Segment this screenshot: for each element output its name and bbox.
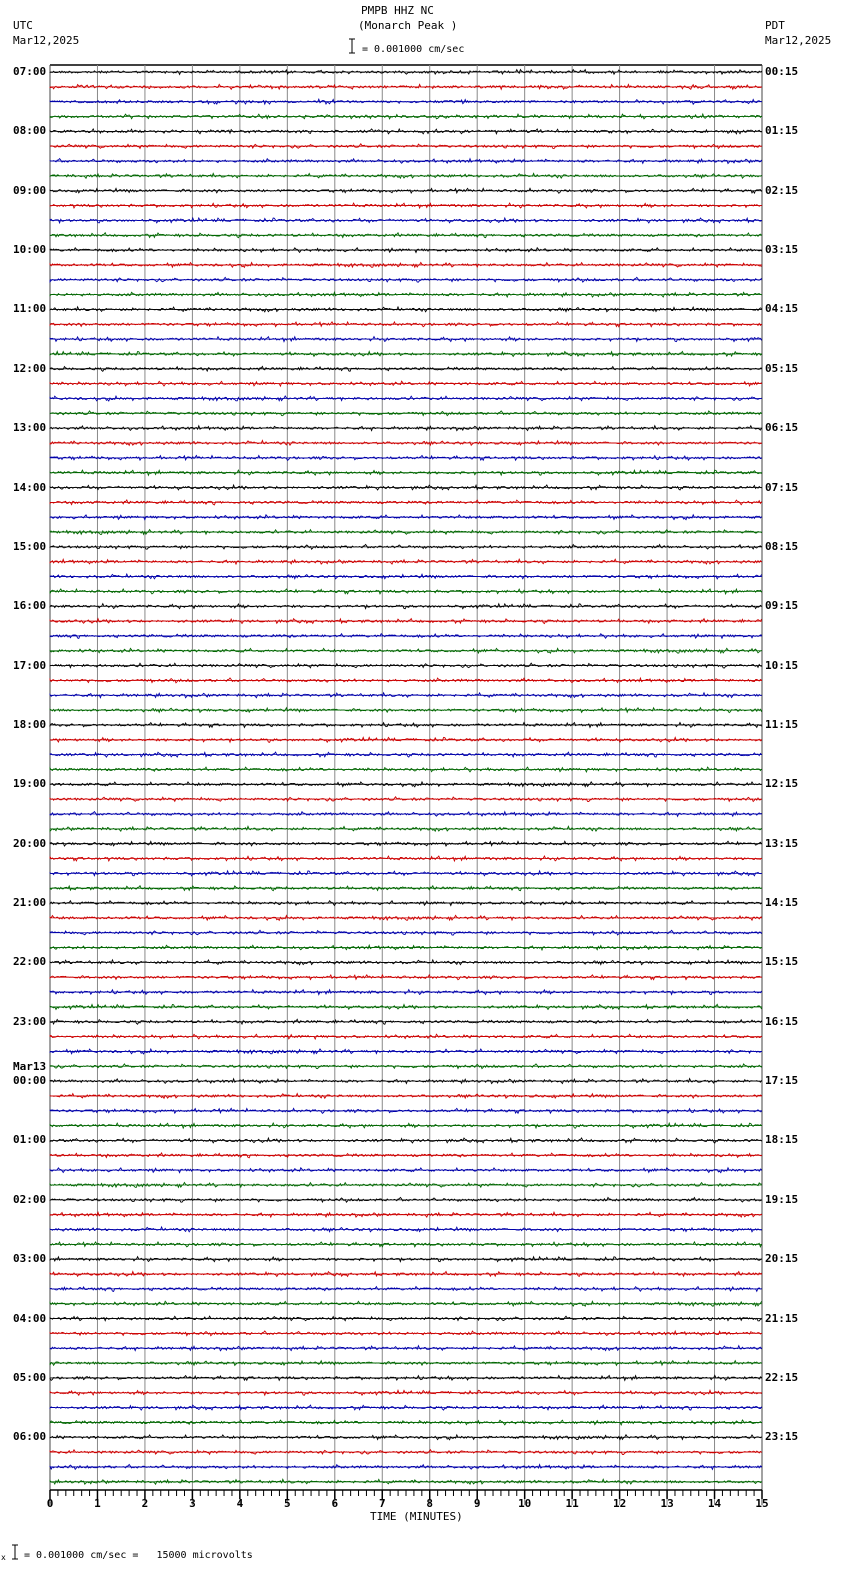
local-time-label: 11:15 — [765, 717, 799, 731]
local-time-label: 09:15 — [765, 599, 799, 613]
local-time-label: 22:15 — [765, 1370, 799, 1384]
local-time-label: 21:15 — [765, 1311, 799, 1325]
local-time-label: 06:15 — [765, 421, 799, 435]
x-tick-label: 10 — [518, 1497, 532, 1510]
utc-hour-label: 04:00 — [13, 1311, 47, 1325]
local-time-label: 17:15 — [765, 1074, 799, 1088]
utc-hour-label: 17:00 — [13, 658, 47, 672]
local-time-label: 08:15 — [765, 539, 799, 553]
local-time-label: 10:15 — [765, 658, 799, 672]
local-time-label: 14:15 — [765, 896, 799, 910]
x-tick-label: 9 — [473, 1497, 481, 1510]
utc-hour-label: 14:00 — [13, 480, 47, 494]
x-tick-label: 8 — [426, 1497, 434, 1510]
utc-hour-label: 15:00 — [13, 539, 47, 553]
footer-scale-note: = 0.001000 cm/sec = 15000 microvolts — [24, 1550, 253, 1561]
x-tick-label: 5 — [284, 1497, 291, 1510]
local-time-label: 20:15 — [765, 1252, 799, 1266]
x-tick-label: 11 — [565, 1497, 579, 1510]
scale-label: = 0.001000 cm/sec — [362, 44, 465, 55]
left-timezone: UTC — [13, 19, 33, 32]
utc-hour-label: 11:00 — [13, 302, 47, 316]
x-tick-label: 1 — [94, 1497, 101, 1510]
station-title: PMPB HHZ NC — [361, 4, 434, 17]
local-time-label: 13:15 — [765, 836, 799, 850]
utc-hour-label: 20:00 — [13, 836, 47, 850]
utc-hour-label: 00:00 — [13, 1074, 47, 1088]
utc-hour-label: 08:00 — [13, 124, 47, 138]
local-time-label: 19:15 — [765, 1192, 799, 1206]
utc-hour-label: 01:00 — [13, 1133, 47, 1147]
x-tick-label: 6 — [331, 1497, 339, 1510]
x-tick-label: 12 — [613, 1497, 627, 1510]
station-location: (Monarch Peak ) — [358, 19, 458, 32]
x-tick-label: 15 — [755, 1497, 769, 1510]
x-tick-label: 2 — [141, 1497, 149, 1510]
local-time-label: 04:15 — [765, 302, 799, 316]
x-tick-label: 3 — [189, 1497, 196, 1510]
utc-hour-label: 05:00 — [13, 1370, 47, 1384]
right-date: Mar12,2025 — [765, 34, 832, 47]
footer-marker: x — [1, 1553, 6, 1562]
x-tick-label: 4 — [236, 1497, 244, 1510]
local-time-label: 16:15 — [765, 1014, 799, 1028]
utc-hour-label: 16:00 — [13, 599, 47, 613]
utc-hour-label: 22:00 — [13, 955, 47, 969]
utc-hour-label: 07:00 — [13, 65, 47, 78]
date-change-label: Mar13 — [13, 1060, 47, 1074]
utc-hour-label: 06:00 — [13, 1430, 47, 1444]
utc-hour-label: 23:00 — [13, 1014, 47, 1028]
local-time-label: 07:15 — [765, 480, 799, 494]
x-tick-label: 14 — [707, 1497, 722, 1510]
local-time-label: 00:15 — [765, 65, 799, 78]
utc-hour-label: 03:00 — [13, 1252, 47, 1266]
local-time-label: 03:15 — [765, 243, 799, 257]
local-time-label: 02:15 — [765, 183, 799, 197]
utc-hour-label: 19:00 — [13, 777, 47, 791]
local-time-label: 01:15 — [765, 124, 799, 138]
utc-hour-label: 02:00 — [13, 1192, 47, 1206]
x-tick-label: 13 — [660, 1497, 674, 1510]
local-time-label: 15:15 — [765, 955, 799, 969]
right-timezone: PDT — [765, 19, 785, 32]
left-date: Mar12,2025 — [13, 34, 80, 47]
utc-hour-label: 21:00 — [13, 896, 47, 910]
x-tick-label: 0 — [46, 1497, 54, 1510]
local-time-label: 23:15 — [765, 1430, 799, 1444]
utc-hour-label: 09:00 — [13, 183, 47, 197]
local-time-label: 12:15 — [765, 777, 799, 791]
local-time-label: 05:15 — [765, 361, 799, 375]
utc-hour-label: 12:00 — [13, 361, 47, 375]
utc-hour-label: 13:00 — [13, 421, 47, 435]
x-axis-label: TIME (MINUTES) — [370, 1510, 463, 1523]
utc-hour-label: 18:00 — [13, 717, 47, 731]
utc-hour-label: 10:00 — [13, 243, 47, 257]
local-time-label: 18:15 — [765, 1133, 799, 1147]
x-tick-label: 7 — [378, 1497, 386, 1510]
